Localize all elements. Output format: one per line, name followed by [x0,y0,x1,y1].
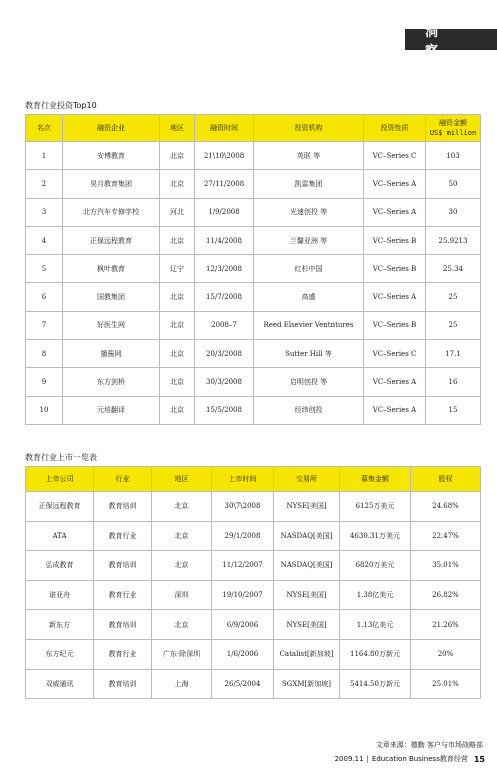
table-row [26,283,481,311]
table-cell: 15 [426,396,481,424]
publication-name: Education Business教育经营 [371,755,468,763]
table-cell: 教育培训 [94,492,152,522]
col-investor: 投资机构 [254,115,364,142]
table-cell: VC–Series C [364,142,426,170]
table-row [26,396,481,424]
table-row [26,311,481,339]
table-cell: NYSE[美国] [274,580,340,610]
table-header-row [26,115,481,142]
table-row [26,551,481,581]
table-cell: 教育培训 [94,551,152,581]
table-cell: 30 [426,198,481,226]
table-row [26,368,481,396]
listings-table [25,466,481,699]
article-source: 文章来源：德勤 客户与市场战略部 [375,741,483,749]
table-cell: 新东方 [26,610,94,640]
table-row [26,492,481,522]
col-rank: 名次 [26,115,63,142]
table-cell: NASDAQ[美国] [274,521,340,551]
table-cell: 北京 [160,340,195,368]
table-cell: 光速创投 等 [254,198,364,226]
table-cell: 教育培训 [94,610,152,640]
table-row [26,198,481,226]
col-amount [426,115,481,142]
column-header: 募集金额 [340,467,411,492]
table-cell: 国教集团 [63,283,160,311]
table-cell: VC–Series A [364,198,426,226]
table-cell: Sutter Hill 等 [254,340,364,368]
table-cell: 北方汽车专修学校 [63,198,160,226]
table-cell: 北京 [152,492,212,522]
table-cell: 12/3/2008 [195,255,254,283]
table-cell: 25.34 [426,255,481,283]
table-row [26,226,481,254]
table-cell: 103 [426,142,481,170]
col-nature: 投资性质 [364,115,426,142]
table-cell: VC–Series A [364,396,426,424]
table-row [26,669,481,699]
table-cell: 6820万美元 [340,551,411,581]
table-cell: 英联 等 [254,142,364,170]
table-cell: VC–Series C [364,340,426,368]
page-number: 15 [473,754,485,764]
table-cell: 东方纪元 [26,639,94,669]
table-cell: 17.1 [426,340,481,368]
column-header: 交易所 [274,467,340,492]
table-cell: 7 [26,311,63,339]
table-cell: 26.82% [411,580,481,610]
table-cell: 元培翻译 [63,396,160,424]
table-cell: 9 [26,368,63,396]
column-header: 地区 [152,467,212,492]
table-cell: 北京 [152,551,212,581]
table-cell: NYSE[美国] [274,610,340,640]
table-cell: 25.01% [411,669,481,699]
table-cell: 河北 [160,198,195,226]
table-row [26,521,481,551]
table-cell: 16 [426,368,481,396]
table-cell: 22.47% [411,521,481,551]
table-cell: NASDAQ[美国] [274,551,340,581]
section-header-bar [405,24,497,59]
table-cell: VC–Series A [364,368,426,396]
table-cell: 广东·除深圳 [152,639,212,669]
table-cell: 5414.50万新元 [340,669,411,699]
table-cell: 东方剑桥 [63,368,160,396]
table-cell: 8 [26,340,63,368]
footer-separator: | [366,755,369,763]
table-cell: 兰馨亚洲 等 [254,226,364,254]
table-cell: VC–Series A [364,170,426,198]
table-cell: VC–Series B [364,255,426,283]
table-cell: 29/1/2008 [212,521,274,551]
page-footer [335,754,485,764]
table-cell: 2008–7 [195,311,254,339]
table-cell: 6125万美元 [340,492,411,522]
table-cell: 1.13亿美元 [340,610,411,640]
table-cell: 10 [26,396,63,424]
table-cell: 26/5/2004 [212,669,274,699]
table-row [26,255,481,283]
column-header: 行业 [94,467,152,492]
table-cell: 北京 [160,283,195,311]
table-cell: 24.68% [411,492,481,522]
table-cell: 教育培训 [94,669,152,699]
table-cell: 高盛 [254,283,364,311]
col-region: 地区 [160,115,195,142]
column-header: 上市时间 [212,467,274,492]
table-cell: 深圳 [152,580,212,610]
table-cell: 好医生网 [63,311,160,339]
table-cell: 1.38亿美元 [340,580,411,610]
table-cell: 安博教育 [63,142,160,170]
section-label: 洞 察 [425,24,467,59]
table-cell: 21.26% [411,610,481,640]
table-cell: 正保远程教育 [63,226,160,254]
table-cell: 辽宁 [160,255,195,283]
table-header-row [26,467,481,492]
table-cell: Reed Elsevier Ventntures [254,311,364,339]
table-cell: 30/3/2008 [195,368,254,396]
table-cell: 3 [26,198,63,226]
table-cell: 凯雷集团 [254,170,364,198]
table-cell: 1/9/2008 [195,198,254,226]
table-row [26,340,481,368]
table-cell: 25 [426,311,481,339]
table-cell: 经纬创投 [254,396,364,424]
table-cell: 北京 [160,170,195,198]
col-amount-unit: US$ million [429,129,477,137]
table-cell: 50 [426,170,481,198]
table-cell: VC–Series B [364,311,426,339]
table-row [26,580,481,610]
table-cell: 20% [411,639,481,669]
table-cell: 6 [26,283,63,311]
table-cell: 30\7\2008 [212,492,274,522]
table-cell: 25.9213 [426,226,481,254]
table-cell: 北京 [160,368,195,396]
table-cell: 教育行业 [94,521,152,551]
table-cell: 1/6/2006 [212,639,274,669]
table-cell: 播酱网 [63,340,160,368]
table-cell: VC–Series B [364,226,426,254]
table-cell: 1164.80万新元 [340,639,411,669]
table-cell: VC–Series A [364,283,426,311]
table-cell: 诺亚舟 [26,580,94,610]
table-cell: 25 [426,283,481,311]
table-cell: 教育行业 [94,580,152,610]
table-cell: 15/5/2008 [195,396,254,424]
table-cell: 27/11/2008 [195,170,254,198]
listings-title: 教育行业上市一览表 [25,453,97,462]
issue-date: 2009.11 [334,755,364,763]
table-cell: 4 [26,226,63,254]
table-row [26,639,481,669]
investment-top10-table [25,114,481,425]
table-cell: NYSE[美国] [274,492,340,522]
table-cell: 北京 [160,396,195,424]
top10-title: 教育行业投资Top10 [25,101,97,110]
table-cell: ATA [26,521,94,551]
table-cell: 北京 [152,521,212,551]
table-cell: 19/10/2007 [212,580,274,610]
table-cell: 弘成教育 [26,551,94,581]
table-cell: 教育行业 [94,639,152,669]
table-cell: Catalist[新加坡] [274,639,340,669]
table-cell: 11/4/2008 [195,226,254,254]
table-cell: 6/9/2006 [212,610,274,640]
table-cell: 上海 [152,669,212,699]
table-cell: 11/12/2007 [212,551,274,581]
table-cell: 双威通讯 [26,669,94,699]
table-cell: 北京 [160,142,195,170]
col-company: 融资企业 [63,115,160,142]
table-cell: 北京 [160,226,195,254]
table-cell: 枫叶教育 [63,255,160,283]
table-cell: 15/7/2008 [195,283,254,311]
table-cell: 正保远程教育 [26,492,94,522]
table-cell: 2 [26,170,63,198]
column-header: 上市公司 [26,467,94,492]
table-cell: 北京 [152,610,212,640]
table-cell: SGXM[新加坡] [274,669,340,699]
table-cell: 21\10\2008 [195,142,254,170]
table-cell: 4630.31万美元 [340,521,411,551]
table-cell: 红杉中国 [254,255,364,283]
table-row [26,142,481,170]
table-cell: 1 [26,142,63,170]
table-row [26,170,481,198]
table-row [26,610,481,640]
table-cell: 20/3/2008 [195,340,254,368]
table-cell: 启明创投 等 [254,368,364,396]
column-header: 股权 [411,467,481,492]
table-cell: 昊月教育集团 [63,170,160,198]
col-amount-label: 融资金额 [439,119,467,127]
table-cell: 35.01% [411,551,481,581]
table-cell: 北京 [160,311,195,339]
table-cell: 5 [26,255,63,283]
col-time: 融资时间 [195,115,254,142]
